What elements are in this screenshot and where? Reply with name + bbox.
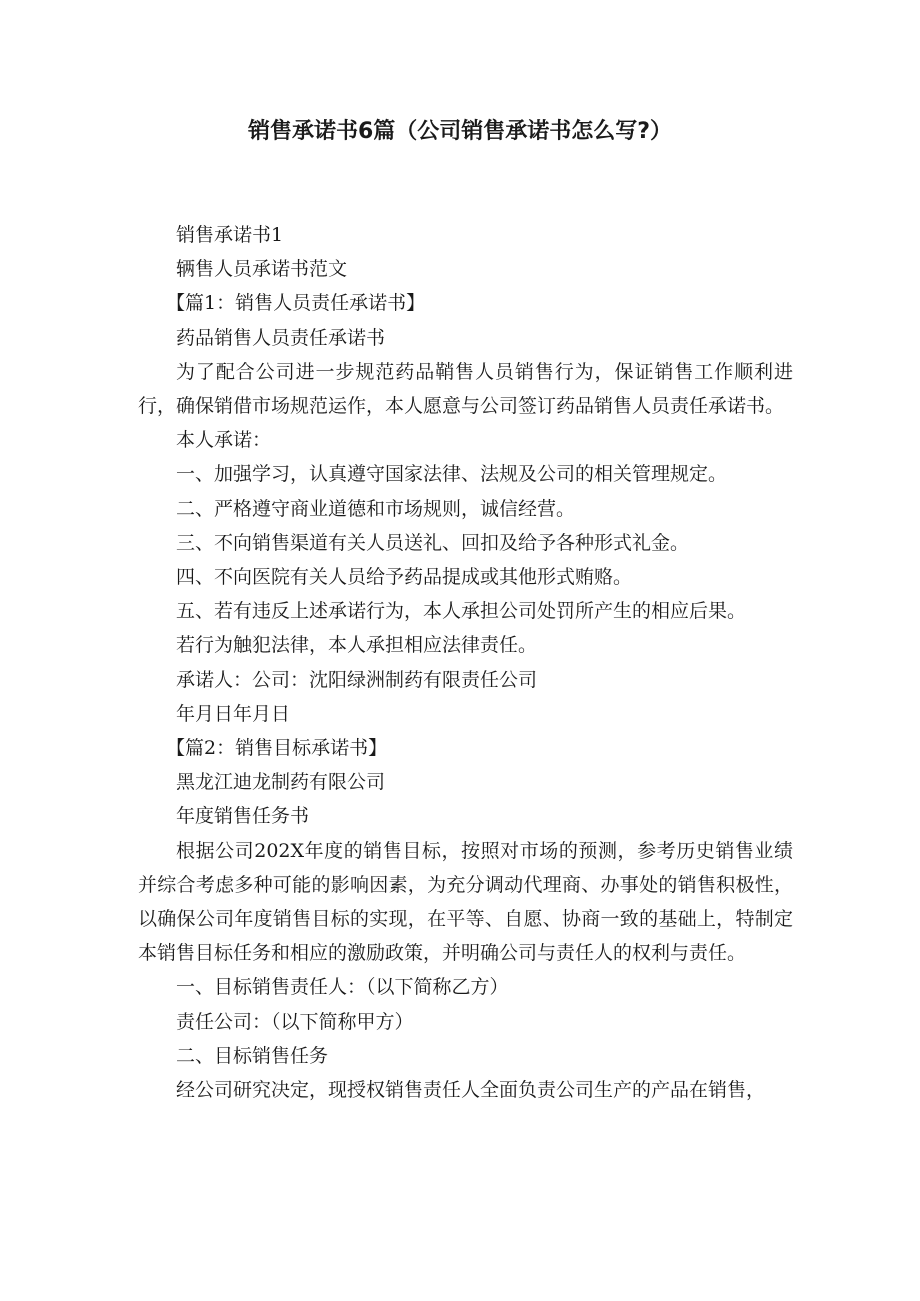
paragraph: 若行为触犯法律，本人承担相应法律责任。	[176, 634, 538, 657]
paragraph: 黑龙江迪龙制药有限公司	[176, 771, 386, 794]
paragraph: 经公司研究决定，现授权销售责任人全面负责公司生产的产品在销售，	[176, 1079, 766, 1102]
paragraph: 本人承诺：	[176, 429, 272, 452]
paragraph: 药品销售人员责任承诺书	[176, 326, 386, 349]
section-heading: 【篇1：销售人员责任承诺书】	[166, 292, 426, 315]
paragraph: 年度销售任务书	[176, 805, 310, 828]
paragraph: 责任公司：（以下简称甲方）	[176, 1010, 414, 1033]
paragraph: 二、严格遵守商业道德和市场规则，诚信经营。	[176, 497, 576, 520]
document-body	[138, 218, 793, 1107]
section-heading: 【篇2：销售目标承诺书】	[166, 737, 388, 760]
paragraph: 承诺人：公司：沈阳绿洲制药有限责任公司	[176, 668, 538, 691]
paragraph: 根据公司202X年度的销售目标，按照对市场的预测，参考历史销售业绩并综合考虑多种可能的影响因素，为充分调动代理商、办事处的销售积极性，以确保公司年度销售目标的实现，在平等、自愿、协商一致的基础上，特制定本销售目标任务和相应的激励政策，并明确公司与责任人的权利与责任。	[138, 839, 793, 965]
paragraph: 五、若有违反上述承诺行为，本人承担公司处罚所产生的相应后果。	[176, 600, 747, 623]
paragraph: 三、不向销售渠道有关人员送礼、回扣及给予各种形式礼金。	[176, 531, 690, 554]
paragraph: 一、加强学习，认真遵守国家法律、法规及公司的相关管理规定。	[176, 463, 728, 486]
paragraph: 辆售人员承诺书范文	[176, 258, 348, 281]
paragraph: 二、目标销售任务	[176, 1044, 329, 1067]
paragraph: 销售承诺书1	[176, 224, 284, 246]
paragraph: 为了配合公司进一步规范药品鞘售人员销售行为，保证销售工作顺利进行，确保销借市场规范运作，本人愿意与公司签订药品销售人员责任承诺书。	[138, 360, 793, 418]
document-title: 销售承诺书6篇（公司销售承诺书怎么写?）	[247, 119, 673, 144]
paragraph: 一、目标销售责任人：（以下简称乙方）	[176, 976, 509, 999]
paragraph: 四、不向医院有关人员给予药品提成或其他形式贿赂。	[176, 566, 633, 589]
paragraph: 年月日年月日	[176, 702, 291, 725]
